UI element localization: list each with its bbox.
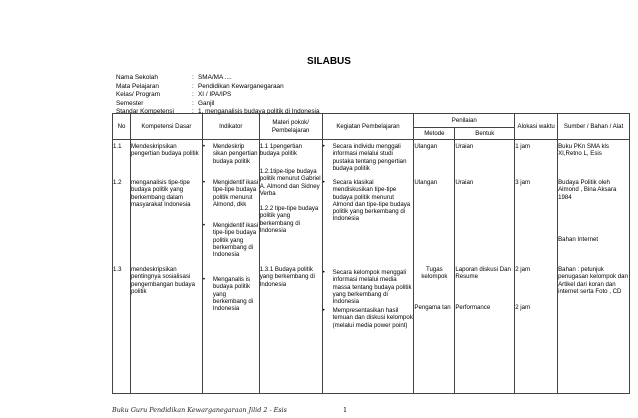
- bentuk-item: Uraian: [455, 143, 474, 150]
- meta-value: XI / IPA/IPS: [198, 91, 232, 99]
- bullet-icon: •: [202, 276, 205, 283]
- col-indikator: [202, 140, 259, 394]
- col-alokasi: [515, 140, 558, 394]
- materi-item: 1.2.2 tipe-tipe budaya politik yang berkembang di Indonesia: [259, 205, 319, 234]
- kd-item: Mendeskripsikan pengertian budaya politik: [130, 143, 199, 158]
- header-materi: Materi pokok/ Pembelajaran: [259, 114, 322, 140]
- bullet-icon: •: [322, 179, 325, 186]
- bullet-icon: •: [202, 143, 205, 150]
- footer-text: Buku Guru Pendidikan Kewarganegaraan Jilid 2 - Esis: [112, 406, 287, 414]
- meta-label: Kelas/ Program: [116, 91, 161, 99]
- indikator-item: • Mengidentif ikasi tipe-tipe budaya politik menurut Almond, dkk: [202, 179, 259, 208]
- header-indikator: Indikator: [202, 114, 259, 140]
- col-sumber: [558, 140, 630, 394]
- meta-separator: :: [192, 82, 194, 90]
- meta-row-semester: [116, 100, 320, 109]
- row-number: 1.3: [113, 266, 122, 273]
- alokasi-item: 3 jam: [515, 179, 531, 186]
- table-row: [113, 140, 630, 394]
- header-bentuk: Bentuk: [455, 128, 515, 140]
- meta-separator: :: [192, 108, 194, 116]
- header-kompetensi-dasar: Kompetensi Dasar: [130, 114, 202, 140]
- metode-item: Ulangan: [414, 179, 438, 186]
- col-no: [113, 140, 131, 394]
- meta-label: Semester: [116, 99, 144, 107]
- page-number: 1: [343, 406, 348, 414]
- kegiatan-item: • Secara individu menggali informasi melalui studi pustaka tentang pengertian budaya politik: [322, 143, 407, 172]
- sumber-item: Bahan Internet: [558, 236, 599, 243]
- document-title: SILABUS: [307, 56, 351, 67]
- kegiatan-item: • Secara kelompok menggali informasi melalui media massa tentang budaya politik yang berkembang di Indonesia: [322, 269, 412, 306]
- materi-item: 1.3.1 Budaya politik yang berkembang di Indonesia: [259, 266, 315, 288]
- meta-value: Pendidikan Kewarganegaraan: [198, 82, 284, 90]
- col-kompetensi-dasar: [130, 140, 202, 394]
- bullet-icon: •: [322, 143, 325, 150]
- bullet-icon: •: [202, 222, 205, 229]
- bentuk-item: Laporan diskusi Dan Resume: [455, 266, 511, 281]
- meta-value: Ganjil: [198, 99, 215, 107]
- col-materi: [259, 140, 322, 394]
- header-metode: Metode: [414, 128, 455, 140]
- header-kegiatan: Kegiatan Pembelajaran: [322, 114, 414, 140]
- row-number: 1.2: [113, 179, 122, 186]
- col-metode: [414, 140, 455, 394]
- meta-separator: :: [192, 91, 194, 99]
- alokasi-item: 1 jam: [515, 143, 531, 150]
- kd-item: menganalisis tipe-tipe budaya politik yang berkembang dalam masyarakat Indonesia: [130, 179, 191, 208]
- metode-item: Pengama tan: [414, 304, 451, 311]
- bentuk-item: Performance: [455, 304, 491, 311]
- meta-value: 1. menganalisis budaya politik di Indonesia: [198, 108, 320, 116]
- meta-row-class: [116, 91, 320, 100]
- kd-item: mendeskripsikan pentingnya sosialisasi pengembangan budaya politik: [130, 266, 195, 295]
- meta-separator: :: [192, 74, 194, 81]
- meta-value: SMA/MA ....: [198, 74, 232, 81]
- sumber-item: Buku PKn SMA kls XI,Retno L, Esis: [558, 143, 609, 158]
- syllabus-table: [112, 113, 630, 394]
- bullet-icon: •: [322, 307, 325, 314]
- meta-row-subject: [116, 83, 320, 92]
- indikator-item: • Mendeskrip sikan pengertian budaya politik: [202, 143, 258, 165]
- indikator-item: • Menganalis is budaya politik yang berkembang di Indonesia: [202, 276, 254, 313]
- identity-block: [116, 74, 320, 117]
- col-bentuk: [455, 140, 515, 394]
- col-kegiatan: [322, 140, 414, 394]
- alokasi-item: 2 jam: [515, 266, 531, 273]
- metode-item: Tugas kelompok: [421, 266, 448, 281]
- bentuk-item: Uraian: [455, 179, 474, 186]
- indikator-item: • Mengidentif ikasi tipe-tipe budaya politik yang berkembang di Indonesia: [202, 222, 259, 259]
- header-penilaian: Penilaian: [414, 114, 515, 128]
- bullet-icon: •: [202, 179, 205, 186]
- meta-row-school: [116, 74, 320, 83]
- kegiatan-item: • Mempresentasikan hasil temuan dan diskusi kelompok (melalui media power point): [322, 307, 413, 329]
- alokasi-item: 2 jam: [515, 304, 531, 311]
- meta-separator: :: [192, 99, 194, 107]
- meta-label: Mata Pelajaran: [116, 82, 159, 90]
- header-sumber: Sumber / Bahan / Alat: [558, 114, 630, 140]
- header-no: No: [113, 114, 131, 140]
- materi-item: 1.1 1pengertian budaya politik: [259, 143, 303, 158]
- meta-label: Standar Kompetensi: [116, 108, 174, 116]
- kegiatan-item: • Secara klasikal mendiskusikan tipe-tipe budaya politik menurut Almond dan tipe-tipe budaya politik yang berkembang di Indonesia: [322, 179, 411, 223]
- row-number: 1.1: [113, 143, 122, 150]
- sumber-item: Bahan : petunjuk penugasan kelompok dan Artikel dari koran dan internet serta Foto , CD: [558, 266, 628, 295]
- bullet-icon: •: [322, 269, 325, 276]
- header-alokasi: Alokasi waktu: [515, 114, 558, 140]
- materi-item: 1.2.1tipe-tipe budaya politik menurut Gabriel A. Almond dan Sidney Verba: [259, 168, 321, 197]
- metode-item: Ulangan: [414, 143, 438, 150]
- sumber-item: Budaya Politik oleh Almond , Bina Aksara 1984: [558, 179, 617, 201]
- meta-label: Nama Sekolah: [116, 74, 158, 81]
